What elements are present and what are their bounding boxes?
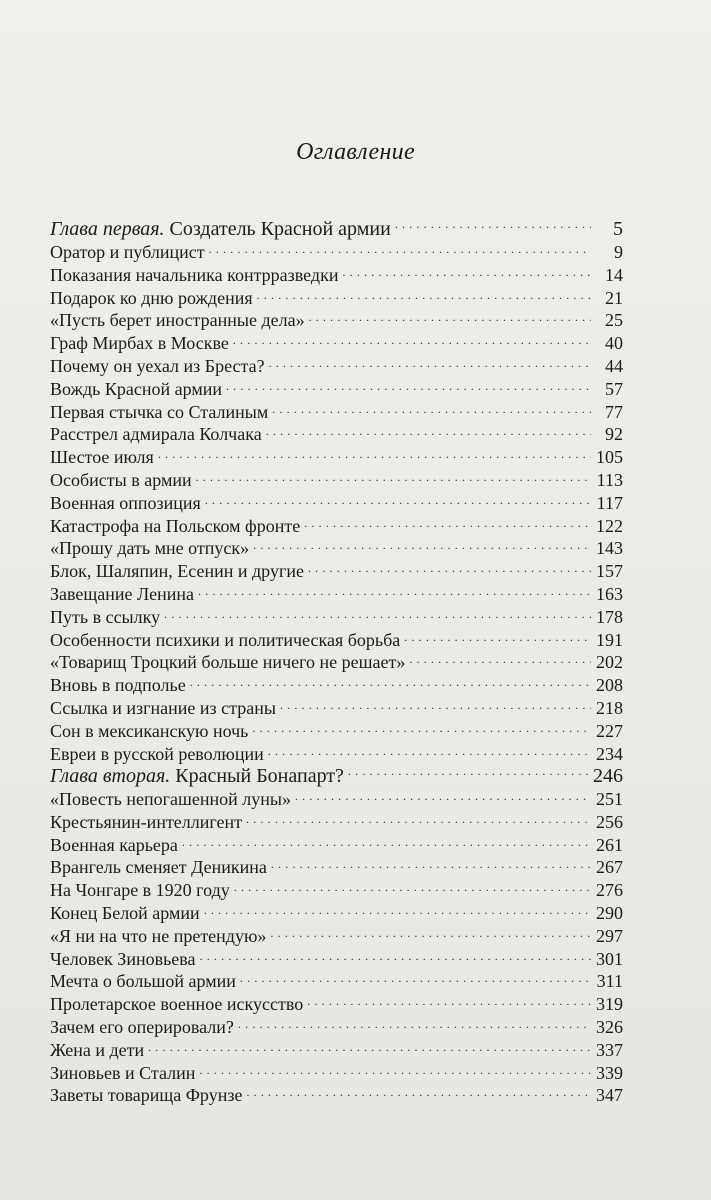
dot-leader [308,559,591,577]
toc-entry-label: Зиновьев и Сталин [50,1062,196,1083]
dot-leader [148,1038,591,1056]
dot-leader [198,582,591,600]
toc-entry-label: Первая стычка со Сталиным [50,401,269,422]
toc-entry [50,855,623,878]
toc-entry-page-number: 339 [596,1062,623,1083]
toc-entry-page-number: 276 [596,880,623,901]
dot-leader [266,422,591,440]
dot-leader [204,901,591,919]
toc-entry-label: Человек Зиновьева [50,948,196,969]
toc-entry [50,240,623,263]
toc-entry-label: Военная карьера [50,834,178,855]
toc-entry [50,331,623,354]
dot-leader [253,536,591,554]
dot-leader [233,331,591,349]
dot-leader [209,240,591,258]
dot-leader [295,787,591,805]
toc-entry-label: «Товарищ Троцкий больше ничего не решает» [50,652,406,673]
toc-entry-page-number: 256 [596,811,623,832]
chapter-page-number: 5 [613,218,623,240]
toc-entry [50,1061,623,1084]
toc-entry-label: Евреи в русской революции [50,743,264,764]
toc-entry-page-number: 92 [605,424,623,445]
dot-leader [238,1015,591,1033]
dot-leader [404,628,591,646]
toc-entry [50,445,623,468]
toc-entry-page-number: 326 [596,1016,623,1037]
dot-leader [342,263,591,281]
toc-entry-label: Конец Белой армии [50,902,200,923]
toc-entry-label: Почему он уехал из Бреста? [50,355,265,376]
toc-entry [50,514,623,537]
toc-entry [50,1015,623,1038]
toc-entry-page-number: 202 [596,652,623,673]
toc-entry [50,673,623,696]
toc-entry [50,878,623,901]
toc-entry [50,468,623,491]
toc-entry-page-number: 57 [605,378,623,399]
dot-leader [234,878,591,896]
toc-entry-page-number: 319 [596,994,623,1015]
dot-leader [252,719,591,737]
toc-entry-page-number: 105 [596,447,623,468]
toc-chapter-row [50,215,623,239]
chapter-heading [50,217,391,241]
toc-entry-label: Мечта о большой армии [50,971,236,992]
dot-leader [196,468,591,486]
toc-entry [50,1083,623,1106]
toc-entry-label: Завещание Ленина [50,583,194,604]
toc-entry-label: Вождь Красной армии [50,378,222,399]
dot-leader [269,354,591,372]
toc-entry-page-number: 337 [596,1039,623,1060]
dot-leader [200,947,591,965]
toc-entry [50,354,623,377]
toc-entry-label: Особенности психики и политическая борьба [50,629,401,650]
toc-entry-label: Оратор и публицист [50,242,205,262]
toc-entry-page-number: 21 [605,287,623,308]
chapter-prefix: Глава первая. [50,218,165,240]
toc-entry [50,969,623,992]
toc-entry-page-number: 218 [596,697,623,718]
dot-leader [270,924,591,942]
chapter-prefix: Глава вторая. [50,765,171,787]
toc-entry [50,650,623,673]
toc-entry [50,719,623,742]
dot-leader [199,1061,591,1079]
toc-entry-label: Показания начальника контрразведки [50,264,339,285]
dot-leader [309,308,591,326]
chapter-2-block [50,762,623,1106]
toc-entry-page-number: 143 [596,538,623,559]
toc-entry-label: Зачем его оперировали? [50,1016,234,1037]
dot-leader [205,491,591,509]
dot-leader [280,696,591,714]
toc-entry-label: Особисты в армии [50,469,192,490]
toc-entry [50,810,623,833]
dot-leader [158,445,591,463]
toc-entry-label: Военная оппозиция [50,492,201,513]
dot-leader [304,514,591,532]
chapter-1-block [50,215,623,764]
toc-entry-page-number: 122 [596,515,623,536]
toc-entry [50,559,623,582]
dot-leader [271,855,591,873]
dot-leader [240,969,591,987]
toc-entry-label: Подарок ко дню рождения [50,287,253,308]
toc-entry [50,605,623,628]
chapter-name: Красный Бонапарт? [175,765,344,787]
dot-leader [268,742,591,760]
dot-leader [409,650,591,668]
toc-entry-label: Крестьянин-интеллигент [50,811,243,832]
toc-entry-page-number: 267 [596,857,623,878]
toc-entry [50,742,623,765]
chapter-name: Создатель Красной армии [169,218,391,240]
toc-entry [50,582,623,605]
dot-leader [182,833,591,851]
toc-entry-page-number: 117 [596,492,623,513]
dot-leader [190,673,591,691]
toc-entry-label: Сон в мексиканскую ночь [50,720,249,741]
toc-entry-label: Жена и дети [50,1039,145,1060]
toc-entry-page-number: 347 [596,1085,623,1106]
dot-leader [348,762,589,782]
toc-entry [50,308,623,331]
toc-entry-page-number: 191 [596,629,623,650]
toc-entry [50,377,623,400]
toc-entry-page-number: 14 [605,264,623,285]
toc-entry-label: Врангель сменяет Деникина [50,857,267,878]
toc-entry-page-number: 234 [596,743,623,764]
toc-entry-label: Пролетарское военное искусство [50,994,304,1015]
toc-entry [50,400,623,423]
toc-entry [50,947,623,970]
dot-leader [246,1083,591,1101]
toc-title: Оглавление [296,139,415,165]
toc-entry-page-number: 163 [596,583,623,604]
dot-leader [307,992,591,1010]
toc-entry [50,696,623,719]
toc-entry-label: Граф Мирбах в Москве [50,333,229,354]
toc-entry-page-number: 157 [596,561,623,582]
toc-entry-label: Блок, Шаляпин, Есенин и другие [50,561,304,582]
dot-leader [246,810,591,828]
toc-entry-label: «Прошу дать мне отпуск» [50,538,250,559]
toc-entry [50,1038,623,1061]
toc-entry-label: Вновь в подполье [50,675,186,696]
dot-leader [257,286,591,304]
toc-entry-label: «Повесть непогашенной луны» [50,789,291,809]
toc-entry-page-number: 113 [596,469,623,490]
toc-entry-page-number: 251 [596,789,623,809]
toc-chapter-row [50,762,623,786]
toc-entry [50,536,623,559]
toc-entry-page-number: 261 [596,834,623,855]
toc-entry-page-number: 9 [614,242,623,262]
toc-entry [50,901,623,924]
chapter-heading [50,764,344,788]
toc-entry-label: Ссылка и изгнание из страны [50,697,276,718]
toc-entry-label: «Я ни на что не претендую» [50,925,267,946]
dot-leader [226,377,591,395]
dot-leader [395,215,591,235]
toc-entry-page-number: 208 [596,675,623,696]
toc-entry-label: «Пусть берет иностранные дела» [50,310,305,331]
toc-entry [50,628,623,651]
toc-entry-page-number: 40 [605,333,623,354]
toc-entry [50,422,623,445]
toc-entry-page-number: 290 [596,902,623,923]
dot-leader [164,605,591,623]
toc-entry [50,491,623,514]
toc-entry [50,924,623,947]
toc-entry-page-number: 25 [605,310,623,331]
toc-entry-page-number: 227 [596,720,623,741]
toc-entry-label: Расстрел адмирала Колчака [50,424,262,445]
toc-entry [50,263,623,286]
toc-entry [50,787,623,810]
toc-entry-label: Шестое июля [50,447,154,468]
toc-entry-label: Заветы товарища Фрунзе [50,1085,243,1106]
toc-entry-label: На Чонгаре в 1920 году [50,880,230,901]
dot-leader [272,400,591,418]
toc-entry-page-number: 77 [605,401,623,422]
toc-entry-label: Путь в ссылку [50,606,161,627]
toc-entry [50,833,623,856]
toc-entry-label: Катастрофа на Польском фронте [50,515,301,536]
toc-entry-page-number: 178 [596,606,623,627]
chapter-page-number: 246 [593,765,623,787]
toc-entry-page-number: 311 [596,971,623,992]
toc-entry-page-number: 301 [596,948,623,969]
toc-entry-page-number: 44 [605,355,623,376]
toc-entry [50,992,623,1015]
toc-entry [50,286,623,309]
toc-entry-page-number: 297 [596,925,623,946]
